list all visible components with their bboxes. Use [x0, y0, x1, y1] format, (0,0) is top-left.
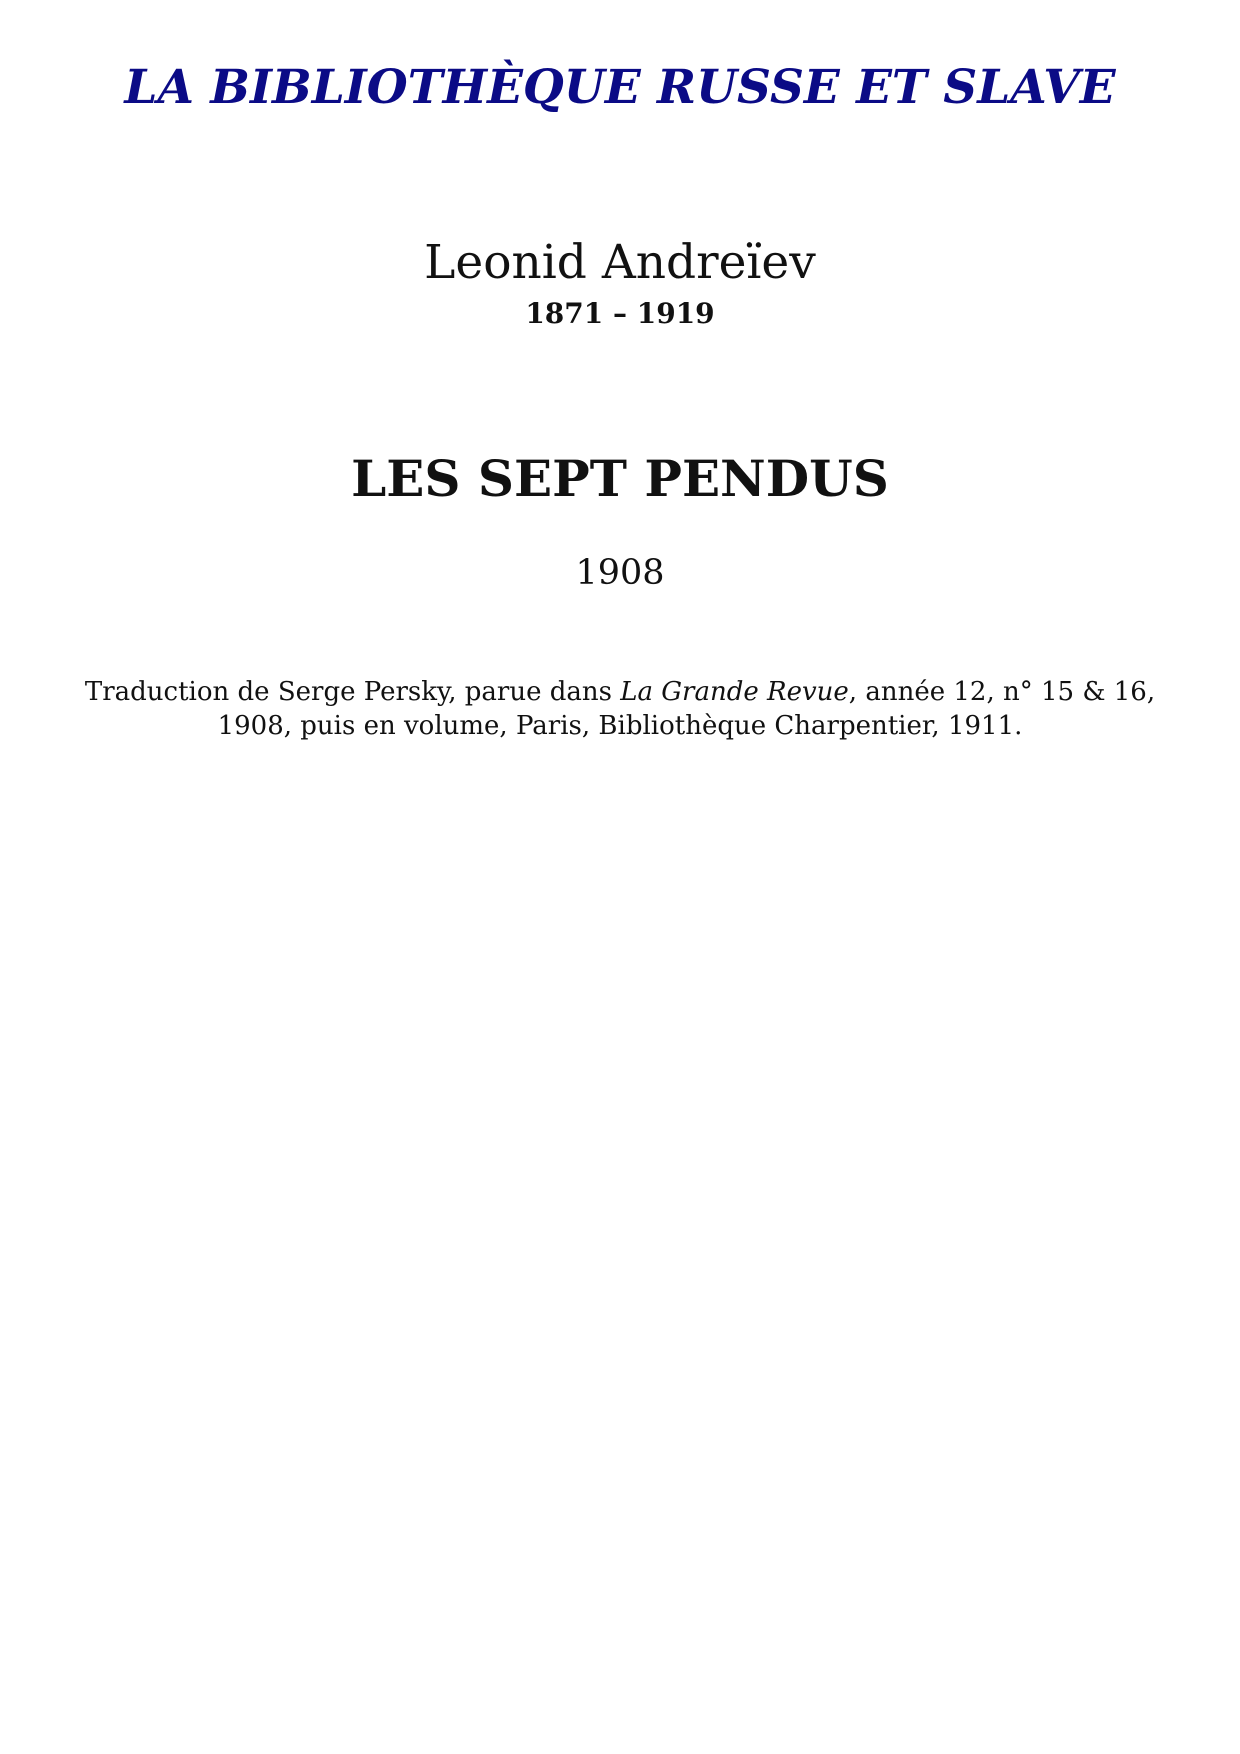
translation-suffix: , année 12, n° 15 & 16, 1908, puis en volume, Paris, Bibliothèque Charpentier, 1911.: [217, 677, 1156, 741]
translation-prefix: Traduction de Serge Persky, parue dans: [84, 677, 621, 707]
author-name: Leonid Andreïev: [424, 235, 816, 290]
periodical-title: La Grande Revue: [620, 677, 849, 707]
author-lifespan: 1871 – 1919: [525, 297, 715, 330]
translation-note: [80, 675, 1160, 743]
work-title: LES SEPT PENDUS: [351, 449, 889, 508]
collection-title: LA BIBLIOTHÈQUE RUSSE ET SLAVE: [124, 60, 1116, 115]
work-year: 1908: [575, 553, 665, 593]
